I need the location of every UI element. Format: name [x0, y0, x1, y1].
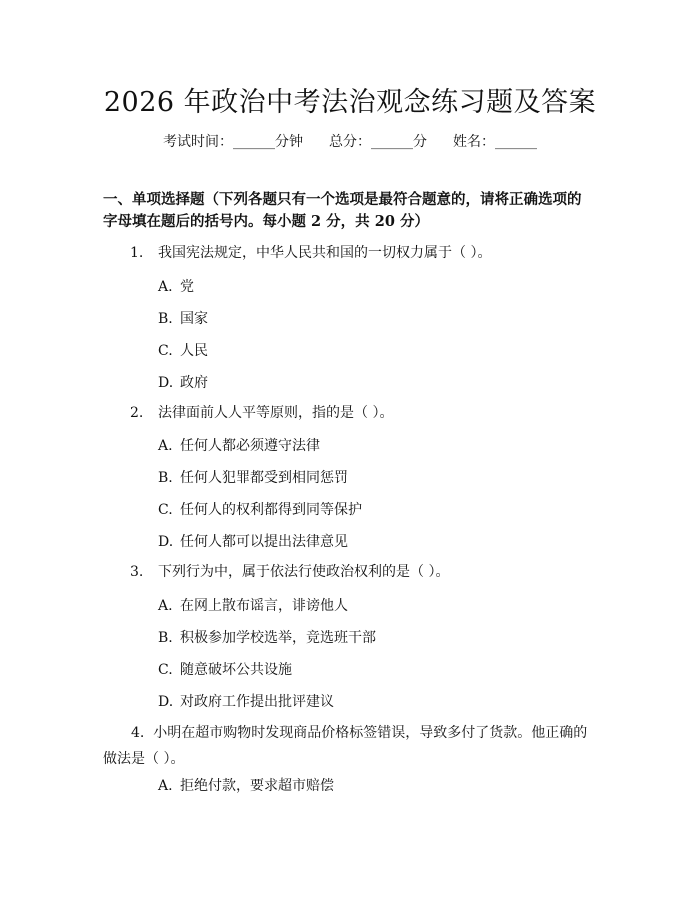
question-2 [130, 401, 600, 426]
option-text: 人民 [180, 343, 208, 359]
exam-meta-line [0, 131, 700, 151]
option-text: 任何人犯罪都受到相同惩罚 [180, 470, 348, 486]
question-number: 1. [130, 245, 144, 261]
option-text: 政府 [180, 375, 208, 391]
question-2-option-c [158, 499, 362, 519]
option-letter: C. [158, 343, 173, 359]
option-letter: A. [158, 279, 173, 295]
option-text: 任何人的权利都得到同等保护 [180, 502, 362, 518]
question-number: 4. [131, 725, 145, 741]
question-number: 3. [130, 564, 144, 580]
option-letter: A. [158, 438, 173, 454]
option-letter: C. [158, 662, 173, 678]
question-1 [130, 241, 600, 266]
option-letter: B. [158, 311, 173, 327]
question-1-option-a [158, 276, 194, 296]
section-heading-single-choice: 一、单项选择题（下列各题只有一个选项是最符合题意的，请将正确选项的字母填在题后的括号内。每小题 2 分，共 20 分） [103, 191, 582, 230]
student-name-field: 姓名：______ [453, 134, 537, 150]
option-text: 任何人都必须遵守法律 [180, 438, 320, 454]
question-2-option-a [158, 435, 320, 455]
option-text: 拒绝付款，要求超市赔偿 [180, 778, 334, 794]
question-2-option-d [158, 531, 348, 551]
question-text: 法律面前人人平等原则，指的是（ ）。 [158, 405, 394, 421]
option-letter: A. [158, 778, 173, 794]
question-4-option-a [158, 775, 334, 795]
question-3-option-b [158, 627, 376, 647]
option-text: 国家 [180, 311, 208, 327]
question-3 [130, 560, 600, 585]
option-letter: D. [158, 534, 174, 550]
option-letter: D. [158, 694, 174, 710]
document-title: 2026 年政治中考法治观念练习题及答案 [103, 87, 597, 118]
option-text: 随意破坏公共设施 [180, 662, 292, 678]
option-letter: C. [158, 502, 173, 518]
total-score-field: 总分：______分 [329, 134, 427, 150]
option-letter: B. [158, 630, 173, 646]
option-letter: D. [158, 375, 174, 391]
question-text: 小明在超市购物时发现商品价格标签错误，导致多付了货款。他正确的做法是（ ）。 [103, 725, 588, 767]
question-text: 下列行为中，属于依法行使政治权利的是（ ）。 [158, 564, 450, 580]
option-text: 任何人都可以提出法律意见 [180, 534, 348, 550]
question-2-option-b [158, 467, 348, 487]
option-letter: A. [158, 598, 173, 614]
option-text: 积极参加学校选举，竞选班干部 [180, 630, 376, 646]
option-text: 在网上散布谣言，诽谤他人 [180, 598, 348, 614]
question-4 [103, 720, 600, 772]
question-3-option-a [158, 595, 348, 615]
exam-time-field: 考试时间：______分钟 [163, 134, 303, 150]
question-3-option-d [158, 691, 334, 711]
question-3-option-c [158, 659, 292, 679]
question-1-option-c [158, 340, 208, 360]
question-text: 我国宪法规定，中华人民共和国的一切权力属于（ ）。 [158, 245, 492, 261]
option-text: 对政府工作提出批评建议 [180, 694, 334, 710]
option-text: 党 [180, 279, 194, 295]
question-1-option-d [158, 372, 208, 392]
question-1-option-b [158, 308, 208, 328]
question-number: 2. [130, 405, 144, 421]
option-letter: B. [158, 470, 173, 486]
